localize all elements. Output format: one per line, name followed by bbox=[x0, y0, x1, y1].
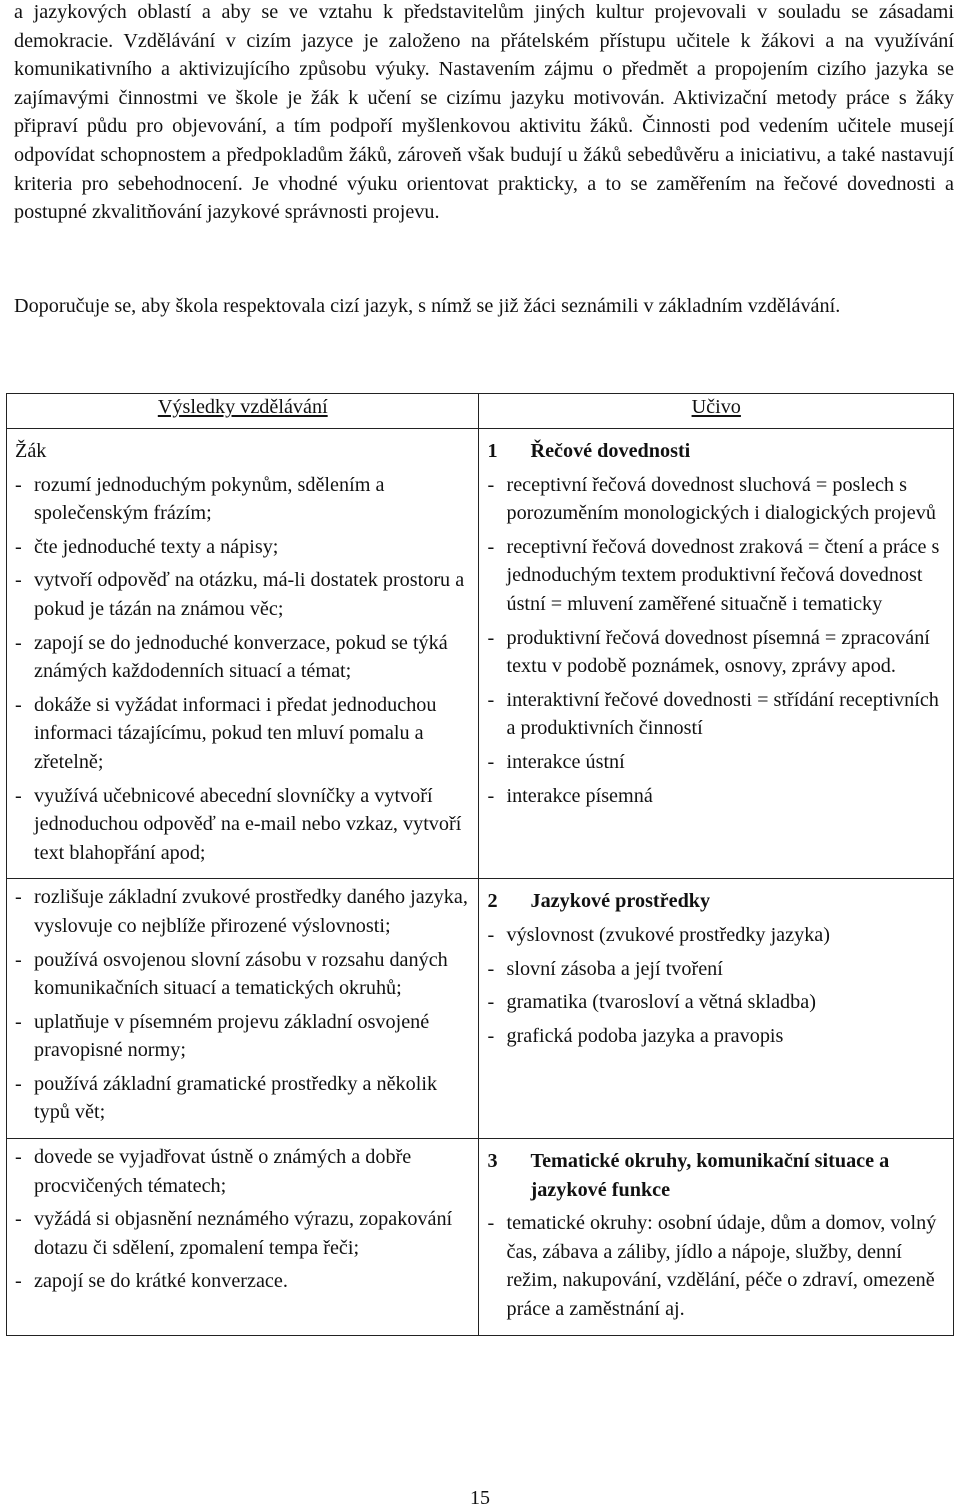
table-row bbox=[7, 429, 954, 879]
list-item-text: používá osvojenou slovní zásobu v rozsahu daných komunikačních situací a tematických okruhů; bbox=[34, 948, 448, 1000]
table-row bbox=[7, 879, 954, 1139]
list-item: - výslovnost (zvukové prostředky jazyka) bbox=[487, 921, 943, 950]
list-item-text: tematické okruhy: osobní údaje, dům a domov, volný čas, zábava a záliby, jídlo a nápoje, služby, denní režim, nakupování, vzdělání, péče o zdraví, omezeně práce a zaměstnání aj. bbox=[506, 1212, 937, 1321]
list-item: - používá základní gramatické prostředky a několik typů vět; bbox=[15, 1070, 468, 1127]
list-item-text: grafická podoba jazyka a pravopis bbox=[506, 1024, 784, 1047]
list-item: - zapojí se do jednoduché konverzace, pokud se týká známých každodenních situací a témat; bbox=[15, 629, 468, 686]
list-item: - slovní zásoba a její tvoření bbox=[487, 955, 943, 984]
list-item-text: slovní zásoba a její tvoření bbox=[506, 957, 723, 980]
list-item: - produktivní řečová dovednost písemná = zpracování textu v podobě poznámek, osnovy, zprávy apod. bbox=[487, 624, 943, 681]
list-item-text: dovede se vyjadřovat ústně o známých a dobře procvičených tématech; bbox=[34, 1146, 412, 1197]
list-item: - rozumí jednoduchým pokynům, sdělením a společenským frázím; bbox=[15, 471, 468, 528]
student-label: Žák bbox=[15, 440, 47, 462]
list-item-text: uplatňuje v písemném projevu základní osvojené pravopisné normy; bbox=[34, 1010, 430, 1062]
list-item: - uplatňuje v písemném projevu základní osvojené pravopisné normy; bbox=[15, 1008, 468, 1065]
header-subject-matter: Učivo bbox=[479, 394, 954, 429]
list-item: - rozlišuje základní zvukové prostředky daného jazyka, vyslovuje co nejblíže přirozené výslovnosti; bbox=[15, 883, 468, 940]
list-item-text: rozlišuje základní zvukové prostředky daného jazyka, vyslovuje co nejblíže přirozené výslovnosti; bbox=[34, 886, 468, 937]
list-item-text: rozumí jednoduchým pokynům, sdělením a společenským frázím; bbox=[34, 473, 385, 525]
section-number: 1 bbox=[487, 440, 498, 462]
outcomes-cell bbox=[7, 1139, 479, 1336]
recommendation-paragraph: Doporučuje se, aby škola respektovala cizí jazyk, s nímž se již žáci seznámili v základním vzdělávání. bbox=[14, 295, 841, 317]
list-item: - dovede se vyjadřovat ústně o známých a dobře procvičených tématech; bbox=[15, 1143, 468, 1200]
list-item-text: zapojí se do krátké konverzace. bbox=[34, 1270, 288, 1293]
outcomes-cell bbox=[7, 879, 479, 1139]
content-cell bbox=[479, 879, 954, 1139]
list-item-text: čte jednoduché texty a nápisy; bbox=[34, 535, 279, 558]
section-number: 2 bbox=[487, 890, 498, 913]
list-item: - používá osvojenou slovní zásobu v rozsahu daných komunikačních situací a tematických okruhů; bbox=[15, 946, 468, 1003]
list-item: - využívá učebnicové abecední slovníčky a vytvoří jednoduchou odpověď na e-mail nebo vzkaz, vytvoří text blahopřání apod; bbox=[15, 782, 468, 868]
curriculum-table bbox=[6, 393, 954, 1336]
list-item-text: výslovnost (zvukové prostředky jazyka) bbox=[506, 923, 830, 946]
section-title: Tematické okruhy, komunikační situace a jazykové funkce bbox=[530, 1150, 890, 1201]
header-learning-outcomes: Výsledky vzdělávání bbox=[7, 394, 479, 429]
list-item: - vytvoří odpověď na otázku, má-li dostatek prostoru a pokud je tázán na známou věc; bbox=[15, 566, 468, 623]
outcomes-cell bbox=[7, 429, 479, 879]
list-item: - interaktivní řečové dovednosti = střídání receptivních a produktivních činností bbox=[487, 686, 943, 743]
content-cell bbox=[479, 429, 954, 879]
list-item-text: zapojí se do jednoduché konverzace, pokud se týká známých každodenních situací a témat; bbox=[34, 631, 448, 683]
list-item-text: vytvoří odpověď na otázku, má-li dostatek prostoru a pokud je tázán na známou věc; bbox=[34, 569, 465, 620]
list-item-text: receptivní řečová dovednost zraková = čtení a práce s jednoduchým textem produktivní řečová dovednost ústní = mluvení zaměřené situačně i tematicky bbox=[506, 535, 940, 615]
list-item: - interakce písemná bbox=[487, 782, 943, 811]
list-item-text: používá základní gramatické prostředky a několik typů vět; bbox=[34, 1072, 438, 1124]
list-item-text: receptivní řečová dovednost sluchová = poslech s porozuměním monologických i dialogických projevů bbox=[506, 473, 936, 525]
section-heading bbox=[487, 887, 943, 916]
list-item-text: dokáže si vyžádat informaci i předat jednoduchou informaci tázajícímu, pokud ten mluví pomalu a zřetelně; bbox=[34, 693, 437, 773]
list-item-text: interaktivní řečové dovednosti = střídání receptivních a produktivních činností bbox=[506, 688, 939, 740]
list-item: - receptivní řečová dovednost sluchová = poslech s porozuměním monologických i dialogických projevů bbox=[487, 471, 943, 528]
list-item-text: produktivní řečová dovednost písemná = zpracování textu v podobě poznámek, osnovy, zprávy apod. bbox=[506, 626, 930, 678]
list-item: - dokáže si vyžádat informaci i předat jednoduchou informaci tázajícímu, pokud ten mluví pomalu a zřetelně; bbox=[15, 691, 468, 777]
section-heading bbox=[487, 437, 943, 466]
list-item-text: interakce písemná bbox=[506, 784, 653, 807]
list-item-text: využívá učebnicové abecední slovníčky a vytvoří jednoduchou odpověď na e-mail nebo vzkaz, vytvoří text blahopřání apod; bbox=[34, 784, 462, 864]
content-cell bbox=[479, 1139, 954, 1336]
list-item: - receptivní řečová dovednost zraková = čtení a práce s jednoduchým textem produktivní řečová dovednost ústní = mluvení zaměřené situačně i tematicky bbox=[487, 533, 943, 619]
page-number: 15 bbox=[470, 1487, 490, 1509]
list-item: - vyžádá si objasnění neznámého výrazu, zopakování dotazu či sdělení, zpomalení tempa řeči; bbox=[15, 1205, 468, 1262]
list-item: - tematické okruhy: osobní údaje, dům a domov, volný čas, zábava a záliby, jídlo a nápoje, služby, denní režim, nakupování, vzdělání, péče o zdraví, omezeně práce a zaměstnání aj. bbox=[487, 1209, 943, 1323]
intro-paragraph: a jazykových oblastí a aby se ve vztahu k představitelům jiných kultur projevovali v souladu se zásadami demokracie. Vzdělávání v cizím jazyce je založeno na přátelském přístupu učitele k žákovi a na využívání komunikativního a aktivizujícího způsobu výuky. Nastavením zájmu o předmět a propojením cizího jazyka se zajímavými činnostmi ve škole je žák k učení se cizímu jazyku motivován. Aktivizační metody práce s žáky připraví půdu pro objevování, a tím podpoří myšlenkovou aktivitu žáků. Činnosti pod vedením učitele musejí odpovídat schopnostem a předpokladům žáků, zároveň však budují u žáků sebedůvěru a iniciativu, a také nastavují kriteria pro sebehodnocení. Je vhodné výuku orientovat prakticky, a to se zaměřením na řečové dovednosti a postupné zkvalitňování jazykové správnosti projevu. bbox=[14, 1, 954, 224]
list-item: - čte jednoduché texty a nápisy; bbox=[15, 533, 468, 562]
section-number: 3 bbox=[487, 1150, 498, 1173]
list-item: - gramatika (tvarosloví a větná skladba) bbox=[487, 988, 943, 1017]
list-item-text: gramatika (tvarosloví a větná skladba) bbox=[506, 991, 816, 1014]
list-item: - interakce ústní bbox=[487, 748, 943, 777]
list-item: - grafická podoba jazyka a pravopis bbox=[487, 1022, 943, 1051]
list-item: - zapojí se do krátké konverzace. bbox=[15, 1267, 468, 1296]
table-row bbox=[7, 1139, 954, 1336]
section-title: Řečové dovednosti bbox=[530, 440, 691, 462]
section-title: Jazykové prostředky bbox=[530, 890, 711, 913]
list-item-text: vyžádá si objasnění neznámého výrazu, zopakování dotazu či sdělení, zpomalení tempa řeči; bbox=[34, 1208, 453, 1259]
section-heading bbox=[487, 1147, 943, 1204]
table-header-row bbox=[7, 394, 954, 429]
list-item-text: interakce ústní bbox=[506, 750, 625, 773]
